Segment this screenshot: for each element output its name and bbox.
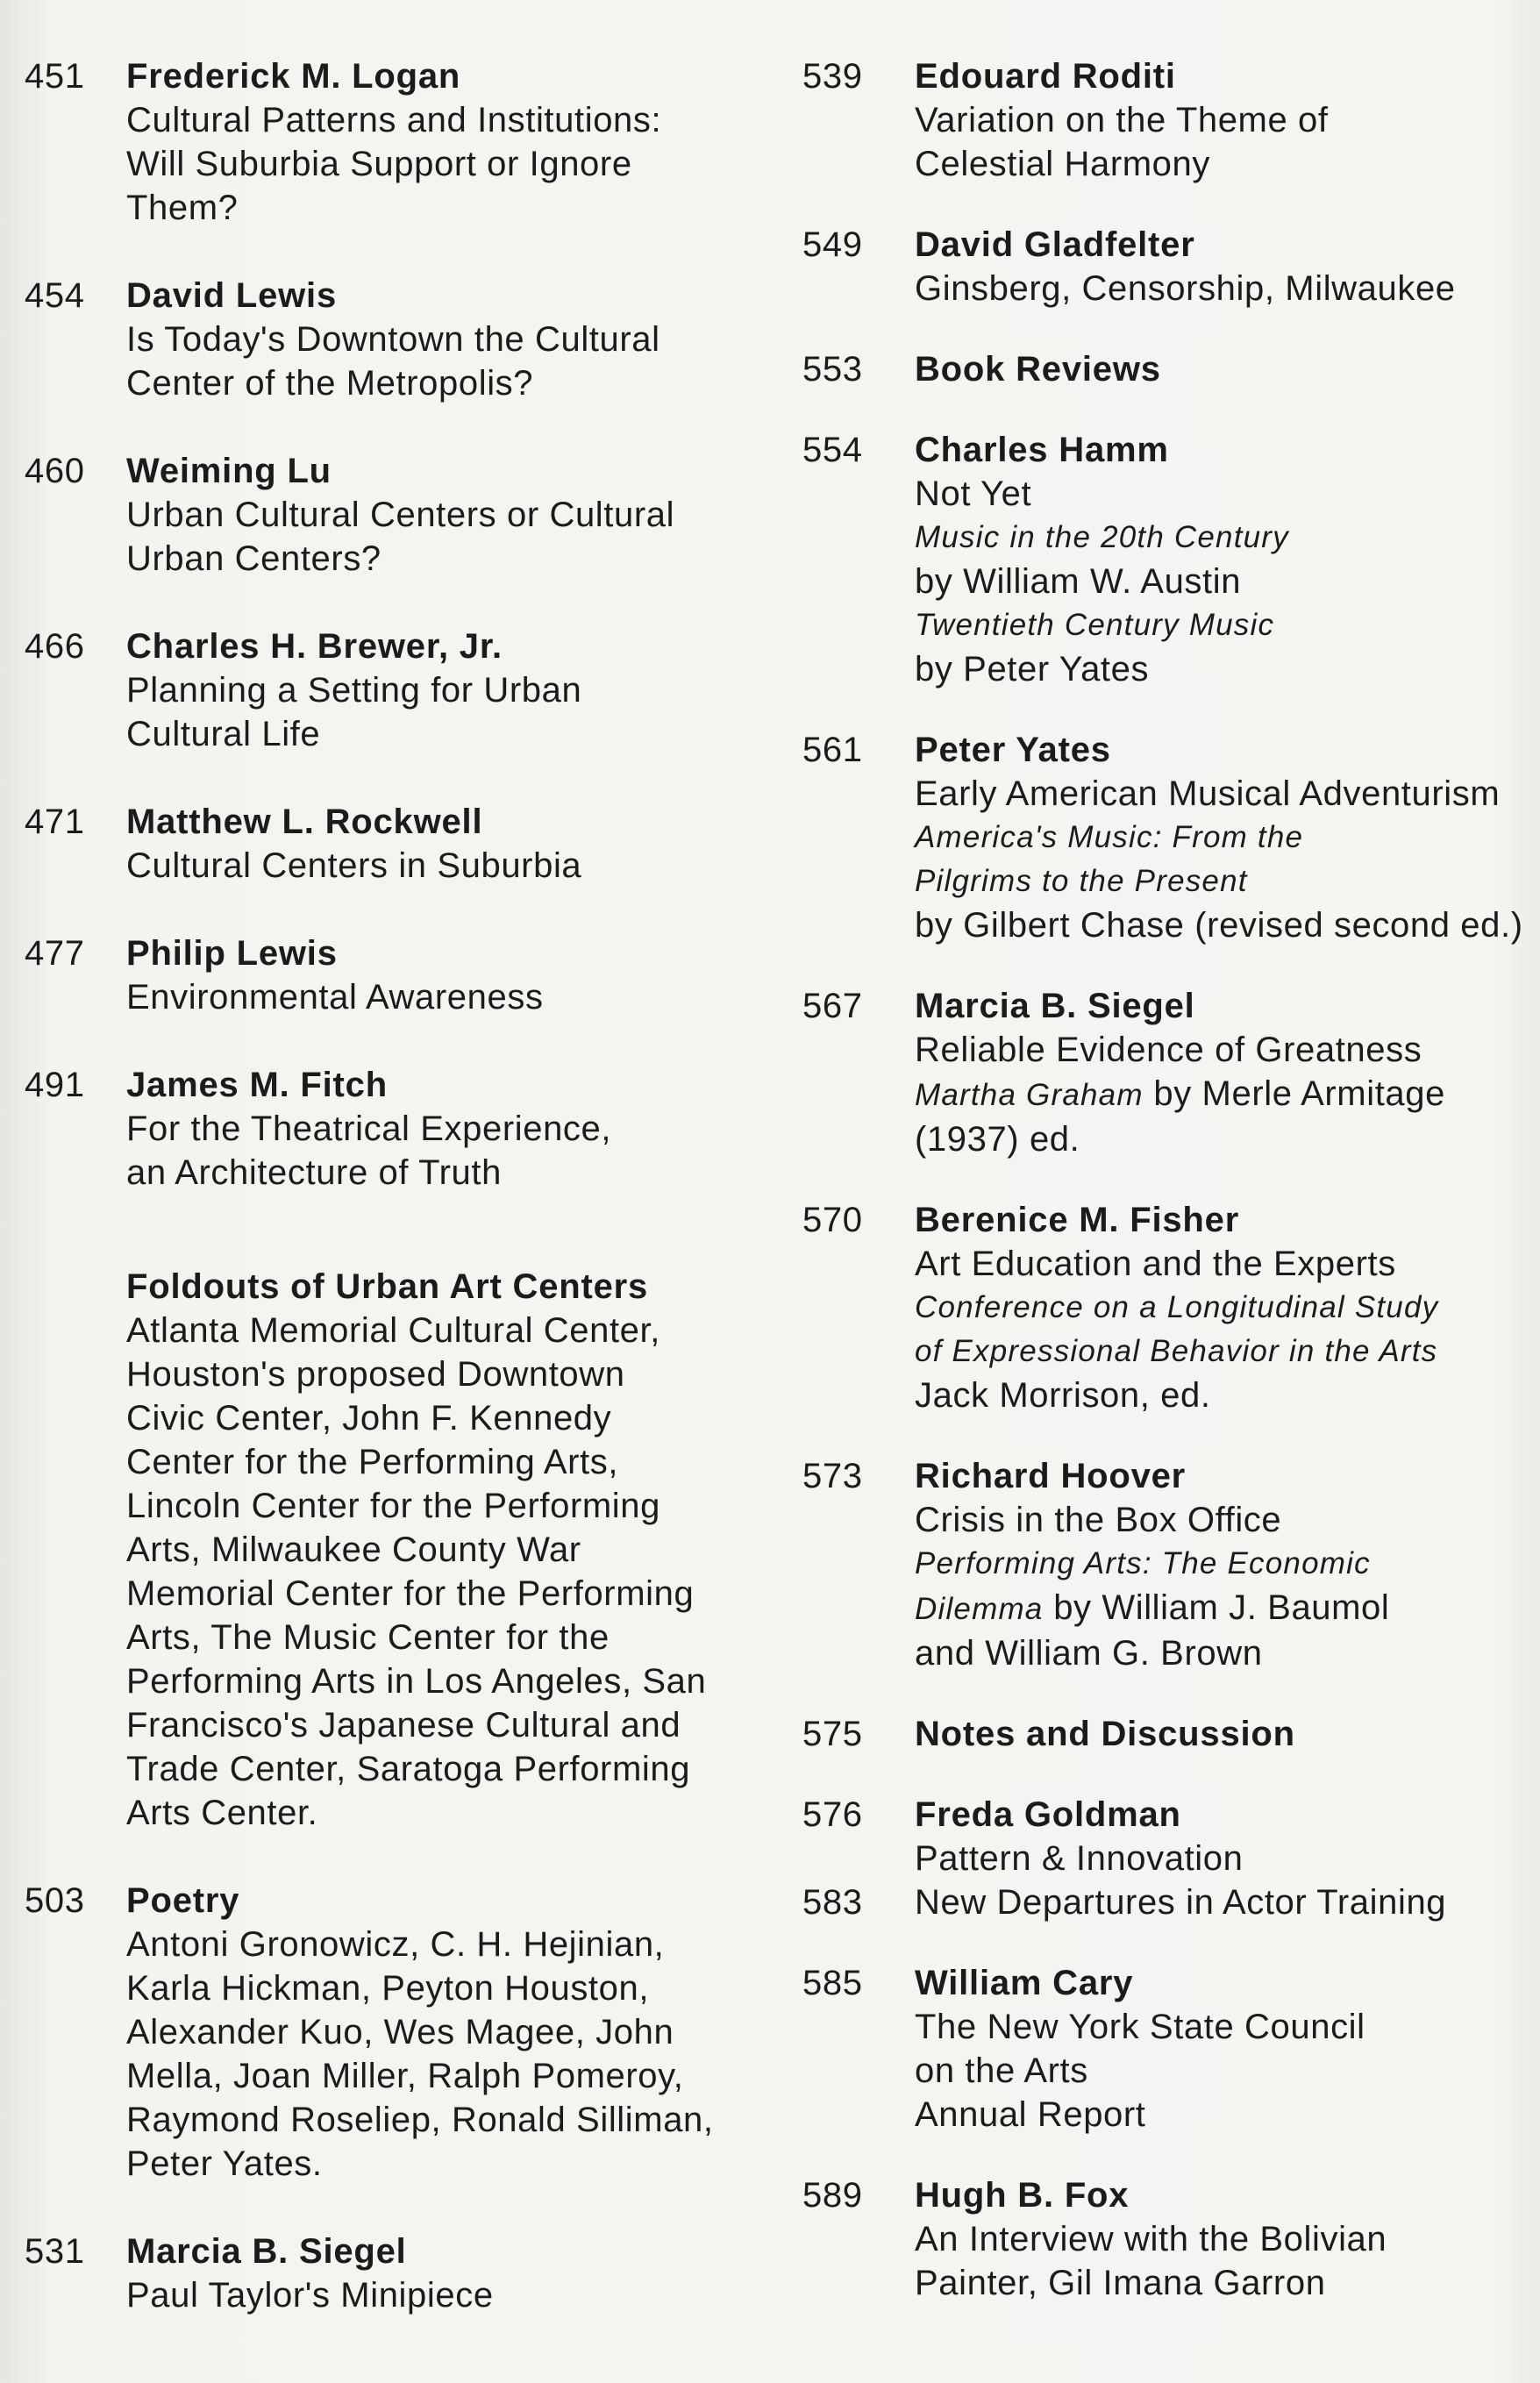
toc-entry (802, 1712, 1530, 1756)
toc-entry (802, 1454, 1530, 1675)
toc-entry (802, 1793, 1530, 1880)
book-byline: by William W. Austin (915, 562, 1242, 601)
entry-text-line: Performing Arts in Los Angeles, San (126, 1662, 707, 1701)
entry-text-line: Trade Center, Saratoga Performing (126, 1750, 691, 1788)
entry-author: James M. Fitch (126, 1066, 388, 1104)
page-number: 539 (802, 57, 863, 96)
entry-author: Berenice M. Fisher (915, 1201, 1240, 1239)
toc-right-column (802, 54, 1530, 2305)
entry-title-line: Is Today's Downtown the Cultural (126, 320, 660, 359)
entry-title-line: Cultural Patterns and Institutions: (126, 101, 662, 139)
page-number: 573 (802, 1457, 863, 1495)
toc-entry (25, 274, 752, 405)
book-title: Pilgrims to the Present (915, 864, 1248, 898)
entry-title-line: Paul Taylor's Minipiece (126, 2276, 494, 2315)
section-heading: Notes and Discussion (915, 1715, 1295, 1753)
entry-title-line: Not Yet (915, 474, 1032, 513)
page-number: 570 (802, 1201, 863, 1239)
page-number: 575 (802, 1715, 863, 1753)
book-byline: and William G. Brown (915, 1634, 1263, 1673)
page-number: 553 (802, 350, 863, 389)
toc-entry (25, 449, 752, 581)
toc-entry (802, 347, 1530, 391)
entry-text-line: Antoni Gronowicz, C. H. Hejinian, (126, 1925, 665, 1964)
entry-title-line: Cultural Centers in Suburbia (126, 846, 582, 885)
section-heading: Book Reviews (915, 350, 1161, 389)
toc-entry (802, 223, 1530, 310)
entry-title-line: Urban Cultural Centers or Cultural (126, 496, 675, 534)
entry-title-line: Painter, Gil Imana Garron (915, 2264, 1326, 2302)
page-number: 503 (25, 1881, 85, 1920)
book-byline: by William J. Baumol (1043, 1588, 1390, 1627)
book-citation-line (915, 1586, 1530, 1631)
toc-entry (802, 428, 1530, 691)
toc-entry (25, 54, 752, 230)
page-number: 460 (25, 452, 85, 490)
entry-title-line: Pattern & Innovation (915, 1839, 1244, 1878)
book-title: of Expressional Behavior in the Arts (915, 1334, 1438, 1368)
entry-title-line: Ginsberg, Censorship, Milwaukee (915, 269, 1456, 308)
toc-entry (802, 1880, 1530, 1924)
toc-entry (25, 1879, 752, 2186)
book-title: Performing Arts: The Economic (915, 1546, 1371, 1580)
page-number: 451 (25, 57, 85, 96)
page-number: 549 (802, 225, 863, 264)
entry-text-line: Arts, The Music Center for the (126, 1618, 610, 1657)
entry-author: David Lewis (126, 276, 337, 315)
book-byline: (1937) ed. (915, 1120, 1080, 1159)
entry-title-line: Will Suburbia Support or Ignore (126, 145, 632, 183)
entry-author: Philip Lewis (126, 934, 338, 973)
entry-title-line: New Departures in Actor Training (915, 1883, 1447, 1922)
entry-text-line: Arts, Milwaukee County War (126, 1530, 581, 1569)
page-number: 491 (25, 1066, 85, 1104)
entry-title-line: Them? (126, 189, 239, 227)
book-title: Music in the 20th Century (915, 520, 1289, 554)
toc-entry (802, 728, 1530, 947)
entry-author: Charles H. Brewer, Jr. (126, 627, 503, 666)
entry-title-line: Reliable Evidence of Greatness (915, 1031, 1422, 1069)
toc-entry (802, 1198, 1530, 1417)
entry-title-line: Early American Musical Adventurism (915, 774, 1501, 813)
page-number: 477 (25, 934, 85, 973)
entry-author: Matthew L. Rockwell (126, 803, 483, 841)
book-title: Conference on a Longitudinal Study (915, 1290, 1439, 1324)
book-title: Martha Graham (915, 1078, 1144, 1112)
book-byline: by Gilbert Chase (revised second ed.) (915, 906, 1523, 945)
page-number: 454 (25, 276, 85, 315)
book-title: Dilemma (915, 1592, 1044, 1626)
toc-entry (802, 2173, 1530, 2305)
page-number: 531 (25, 2232, 85, 2271)
entry-author: William Cary (915, 1964, 1134, 2002)
entry-author: Marcia B. Siegel (126, 2232, 407, 2271)
entry-title-line: Center of the Metropolis? (126, 364, 534, 403)
entry-title-line: Planning a Setting for Urban (126, 671, 582, 710)
entry-title-line: Art Education and the Experts (915, 1245, 1396, 1283)
entry-author: Frederick M. Logan (126, 57, 461, 96)
entry-title-line: An Interview with the Bolivian (915, 2220, 1387, 2258)
entry-title-line: Cultural Life (126, 715, 321, 753)
entry-text-line: Civic Center, John F. Kennedy (126, 1399, 612, 1438)
page-number: 589 (802, 2176, 863, 2215)
page-number: 554 (802, 431, 863, 469)
entry-title-line: on the Arts (915, 2051, 1088, 2090)
entry-author: Marcia B. Siegel (915, 987, 1195, 1025)
book-title: America's Music: From the (915, 820, 1304, 854)
entry-text-line: Houston's proposed Downtown (126, 1355, 625, 1394)
entry-text-line: Peter Yates. (126, 2144, 323, 2183)
page-number: 471 (25, 803, 85, 841)
entry-author: Charles Hamm (915, 431, 1169, 469)
entry-title-line: Celestial Harmony (915, 145, 1210, 183)
entry-title-line: Annual Report (915, 2095, 1146, 2134)
page-number: 576 (802, 1795, 863, 1834)
entry-author: David Gladfelter (915, 225, 1195, 264)
entry-title-line: Environmental Awareness (126, 978, 544, 1017)
page-number: 585 (802, 1964, 863, 2002)
toc-entry (802, 54, 1530, 186)
entry-title-line: For the Theatrical Experience, (126, 1109, 612, 1148)
page-number: 561 (802, 731, 863, 769)
toc-left-column (25, 54, 752, 2317)
entry-title-line: an Architecture of Truth (126, 1153, 502, 1192)
entry-author: Peter Yates (915, 731, 1111, 769)
entry-text-line: Lincoln Center for the Performing (126, 1487, 660, 1525)
toc-entry (25, 800, 752, 888)
entry-text-line: Karla Hickman, Peyton Houston, (126, 1969, 650, 2008)
toc-entry (802, 984, 1530, 1161)
toc-entry (25, 931, 752, 1019)
entry-title-line: Variation on the Theme of (915, 101, 1329, 139)
book-byline: Jack Morrison, ed. (915, 1376, 1211, 1415)
entry-title-line: Crisis in the Box Office (915, 1501, 1282, 1539)
toc-entry (25, 1063, 752, 1195)
entry-title-line: The New York State Council (915, 2008, 1365, 2046)
entry-title-line: Urban Centers? (126, 539, 381, 578)
book-citation-line (915, 1072, 1530, 1117)
page-number: 583 (802, 1883, 863, 1922)
toc-entry (25, 624, 752, 756)
page-number: 567 (802, 987, 863, 1025)
entry-text-line: Raymond Roseliep, Ronald Silliman, (126, 2101, 714, 2139)
entry-author: Weiming Lu (126, 452, 332, 490)
toc-entry (25, 2230, 752, 2317)
entry-author: Edouard Roditi (915, 57, 1176, 96)
entry-text-line: Francisco's Japanese Cultural and (126, 1706, 681, 1744)
entry-text-line: Mella, Joan Miller, Ralph Pomeroy, (126, 2057, 684, 2095)
book-byline: by Peter Yates (915, 650, 1150, 689)
entry-heading: Poetry (126, 1881, 240, 1920)
toc-entry-foldouts (25, 1265, 752, 1835)
entry-author: Freda Goldman (915, 1795, 1181, 1834)
page-number: 466 (25, 627, 85, 666)
entry-author: Richard Hoover (915, 1457, 1187, 1495)
entry-text-line: Arts Center. (126, 1794, 318, 1832)
entry-author: Hugh B. Fox (915, 2176, 1130, 2215)
toc-entry (802, 1961, 1530, 2137)
book-title: Twentieth Century Music (915, 608, 1275, 642)
book-byline: by Merle Armitage (1143, 1074, 1445, 1113)
entry-text-line: Alexander Kuo, Wes Magee, John (126, 2013, 674, 2051)
entry-text-line: Center for the Performing Arts, (126, 1443, 619, 1481)
entry-heading: Foldouts of Urban Art Centers (126, 1267, 649, 1306)
entry-text-line: Atlanta Memorial Cultural Center, (126, 1311, 660, 1350)
entry-text-line: Memorial Center for the Performing (126, 1574, 695, 1613)
